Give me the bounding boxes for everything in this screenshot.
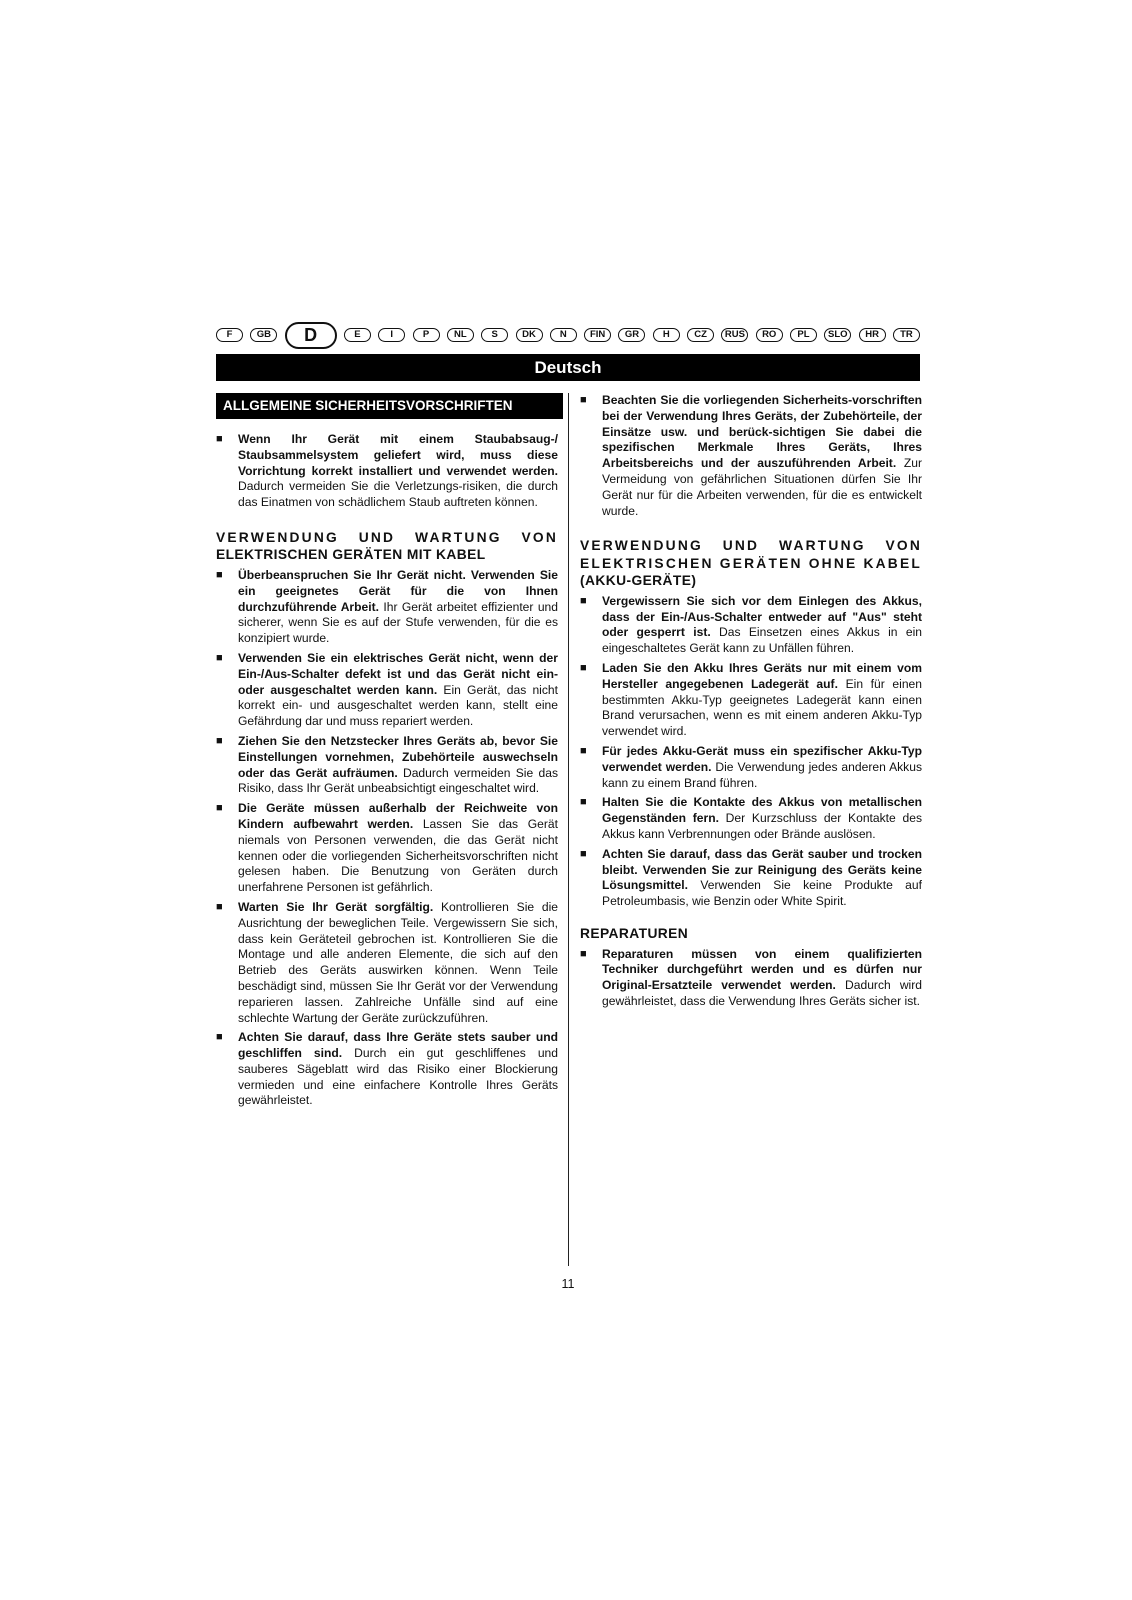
cordless-tools-list bbox=[580, 594, 922, 910]
item-bold-text: Achten Sie darauf, dass das Gerät sauber und trocken bleibt. Verwenden Sie zur Reinigung des Geräts keine Lösungsmittel. bbox=[602, 846, 922, 893]
list-item bbox=[580, 847, 922, 910]
page-number: 11 bbox=[561, 1277, 575, 1291]
cordless-tools-heading bbox=[580, 537, 922, 590]
item-text: Der Kurzschluss der Kontakte des Akkus kann Verbrennungen oder Brände auslösen. bbox=[602, 811, 922, 842]
bullet-icon: ■ bbox=[580, 745, 587, 758]
heading-line: REPARATUREN bbox=[580, 926, 689, 942]
heading-line: ELEKTRISCHEN GERÄTEN MIT KABEL bbox=[216, 547, 486, 563]
item-text: Lassen Sie das Gerät niemals von Personen verwenden, die das Gerät nicht kennen oder die vorliegenden Sicherheitsvorschriften nicht gelesen haben. Die Benutzung von Geräten durch unerfahrene Personen ist gefährlich. bbox=[238, 816, 558, 895]
language-tab: P bbox=[413, 328, 440, 342]
left-intro-list bbox=[216, 432, 558, 511]
item-text: Ein Gerät, das nicht korrekt ein- und ausgeschaltet werden kann, stellt eine Gefährdung dar und muss repariert werden. bbox=[238, 682, 558, 729]
item-text: Ein für einen bestimmten Akku-Typ geeignetes Ladegerät kann einen Brand verursachen, wenn es mit einem anderen Akku-Typ verwendet wird. bbox=[602, 676, 922, 739]
item-bold-text: Beachten Sie die vorliegenden Sicherheits-vorschriften bei der Verwendung Ihres Geräts, der Zubehörteile, der Einsätze usw. und berück-sichtigen Sie dabei die spezifischen Merkmale Ihres Geräts, Ihres Arbeitsbereichs und der auszuführenden Arbeit. bbox=[602, 393, 922, 471]
item-text: Durch ein gut geschliffenes und sauberes Sägeblatt wird das Risiko einer Blockierung vermieden und eine einfachere Kontrolle Ihres Geräts gewährleistet. bbox=[238, 1046, 559, 1108]
item-bold-text: Warten Sie Ihr Gerät sorgfältig. bbox=[238, 899, 434, 914]
heading-line: (AKKU-GERÄTE) bbox=[580, 573, 697, 589]
item-text: Dadurch vermeiden Sie das Risiko, dass Ihr Gerät unbeabsichtigt eingeschaltet wird. bbox=[238, 765, 558, 796]
bullet-icon: ■ bbox=[216, 651, 223, 664]
item-text: Zur Vermeidung von gefährlichen Situationen dürfen Sie Ihr Gerät nur für die Arbeiten verwenden, für die es entwickelt wurde. bbox=[602, 456, 922, 518]
corded-tools-heading bbox=[216, 529, 558, 564]
list-item bbox=[580, 661, 922, 740]
language-tab: FIN bbox=[584, 328, 611, 342]
item-bold-text: Halten Sie die Kontakte des Akkus von metallischen Gegenständen fern. bbox=[602, 795, 922, 826]
bullet-icon: ■ bbox=[580, 394, 587, 406]
language-tab: H bbox=[653, 328, 680, 342]
list-item bbox=[216, 900, 558, 1026]
heading-line: ELEKTRISCHEN GERÄTEN OHNE KABEL bbox=[580, 555, 922, 571]
language-tab: HR bbox=[859, 328, 886, 342]
bullet-icon: ■ bbox=[580, 594, 587, 607]
language-tabs bbox=[216, 321, 920, 349]
language-tab: F bbox=[216, 328, 243, 342]
language-tab: GR bbox=[618, 328, 645, 342]
bullet-icon: ■ bbox=[216, 900, 223, 913]
language-tab: I bbox=[378, 328, 405, 342]
bullet-icon: ■ bbox=[580, 947, 587, 960]
language-tab: SLO bbox=[824, 328, 851, 342]
language-banner: Deutsch bbox=[216, 354, 920, 381]
list-item bbox=[216, 568, 558, 647]
bullet-icon: ■ bbox=[216, 734, 223, 747]
language-tab: N bbox=[550, 328, 577, 342]
language-tab: NL bbox=[447, 328, 474, 342]
language-tab-active: D bbox=[285, 322, 337, 349]
repairs-list bbox=[580, 947, 922, 1010]
left-column bbox=[216, 393, 558, 1113]
bullet-icon: ■ bbox=[580, 662, 587, 675]
list-item bbox=[216, 432, 558, 511]
item-text: Ihr Gerät arbeitet effizienter und sicherer, wenn Sie es auf der Stufe verwenden, für die es konzipiert wurde. bbox=[238, 599, 558, 646]
language-tab: E bbox=[344, 328, 371, 342]
item-text: Dadurch vermeiden Sie die Verletzungs-risiken, die durch das Einatmen von schädlichem Staub auftreten können. bbox=[238, 479, 558, 510]
item-bold-text: Für jedes Akku-Gerät muss ein spezifischer Akku-Typ verwendet werden. bbox=[602, 744, 922, 774]
list-item bbox=[580, 594, 922, 657]
list-item bbox=[216, 651, 558, 730]
item-bold-text: Verwenden Sie ein elektrisches Gerät nicht, wenn der Ein-/Aus-Schalter defekt ist und das Gerät nicht ein- oder ausgeschaltet werden kann. bbox=[238, 650, 558, 697]
bullet-icon: ■ bbox=[216, 433, 223, 445]
language-tab: TR bbox=[893, 328, 920, 342]
item-bold-text: Achten Sie darauf, dass Ihre Geräte stets sauber und geschliffen sind. bbox=[238, 1030, 558, 1061]
bullet-icon: ■ bbox=[216, 1031, 223, 1044]
list-item bbox=[216, 734, 558, 797]
column-divider bbox=[568, 393, 569, 1266]
item-text: Kontrollieren Sie die Ausrichtung der beweglichen Teile. Vergewissern Sie sich, dass kein Geräteteil gebrochen ist. Kontrollieren Sie die Montage und alle anderen Elemente, die sich auf den Betrieb des Geräts auswirken können. Wenn Teile beschädigt sind, müssen Sie Ihr Gerät vor der Verwendung reparieren lassen. Zahlreiche Unfälle sind auf eine schlechte Wartung der Geräte zurückzuführen. bbox=[238, 899, 558, 1025]
item-bold-text: Ziehen Sie den Netzstecker Ihres Geräts ab, bevor Sie Einstellungen vornehmen, Zubehörteile auswechseln oder das Gerät aufräumen. bbox=[238, 733, 558, 780]
list-item bbox=[580, 393, 922, 519]
item-bold-text: Laden Sie den Akku Ihres Geräts nur mit einem vom Hersteller angegebenen Ladegerät auf. bbox=[602, 661, 922, 691]
list-item bbox=[216, 801, 558, 896]
list-item bbox=[580, 744, 922, 791]
language-tab: DK bbox=[516, 328, 543, 342]
language-tab: S bbox=[481, 328, 508, 342]
list-item bbox=[216, 1030, 558, 1109]
right-intro-list bbox=[580, 393, 922, 519]
item-text: Das Einsetzen eines Akkus in ein eingeschaltetes Gerät kann zu Unfällen führen. bbox=[602, 625, 922, 656]
language-tab: PL bbox=[790, 328, 817, 342]
list-item bbox=[580, 795, 922, 842]
right-column bbox=[580, 393, 922, 1014]
general-safety-heading: ALLGEMEINE SICHERHEITSVORSCHRIFTEN bbox=[216, 393, 563, 419]
item-bold-text: Wenn Ihr Gerät mit einem Staubabsaug-/ Staubsammelsystem geliefert wird, muss diese Vorrichtung korrekt installiert und verwendet werden. bbox=[238, 432, 558, 478]
bullet-icon: ■ bbox=[216, 568, 223, 581]
item-text: Dadurch wird gewährleistet, dass die Verwendung Ihres Geräts sicher ist. bbox=[602, 978, 922, 1008]
language-tab: CZ bbox=[687, 328, 714, 342]
language-tab: RO bbox=[756, 328, 783, 342]
item-bold-text: Die Geräte müssen außerhalb der Reichweite von Kindern aufbewahrt werden. bbox=[238, 801, 558, 831]
item-text: Verwenden Sie keine Produkte auf Petroleumbasis, wie Benzin oder White Spirit. bbox=[602, 878, 922, 909]
item-bold-text: Überbeanspruchen Sie Ihr Gerät nicht. Verwenden Sie ein geeignetes Gerät für die von Ihnen durchzuführende Arbeit. bbox=[238, 567, 558, 614]
item-text: Die Verwendung jedes anderen Akkus kann zu einem Brand führen. bbox=[602, 759, 923, 790]
repairs-heading bbox=[580, 925, 922, 943]
item-bold-text: Reparaturen müssen von einem qualifizierten Techniker durchgeführt werden und es dürfen nur Original-Ersatzteile verwendet werden. bbox=[602, 946, 922, 993]
list-item bbox=[580, 947, 922, 1010]
item-bold-text: Vergewissern Sie sich vor dem Einlegen des Akkus, dass der Ein-/Aus-Schalter entweder auf "Aus" steht oder gesperrt ist. bbox=[602, 593, 922, 640]
language-tab: RUS bbox=[721, 328, 748, 342]
bullet-icon: ■ bbox=[580, 796, 587, 809]
bullet-icon: ■ bbox=[580, 847, 587, 860]
bullet-icon: ■ bbox=[216, 802, 223, 815]
corded-tools-list bbox=[216, 568, 558, 1109]
heading-line: VERWENDUNG UND WARTUNG VON bbox=[580, 538, 922, 554]
heading-line: VERWENDUNG UND WARTUNG VON bbox=[216, 529, 558, 545]
language-tab: GB bbox=[250, 328, 277, 342]
